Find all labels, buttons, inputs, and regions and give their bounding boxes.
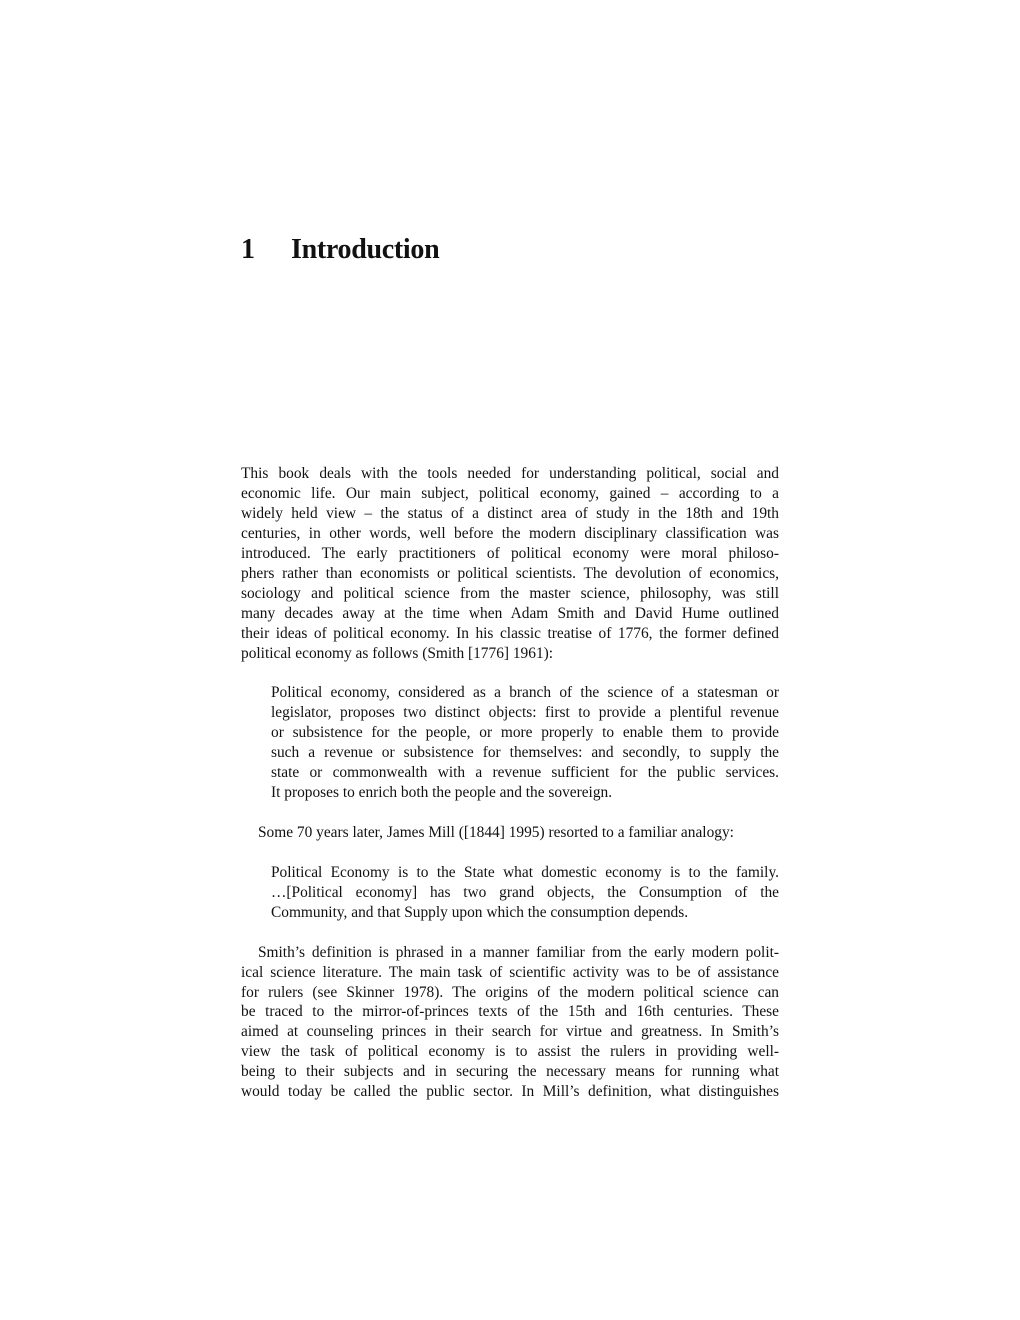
text-line: centuries, in other words, well before the modern disciplinary classification was bbox=[241, 524, 779, 542]
text-line: This book deals with the tools needed for understanding political, social and bbox=[241, 465, 779, 482]
quote-line: or subsistence for the people, or more properly to enable them to provide bbox=[271, 724, 779, 742]
paragraph-mill-intro bbox=[241, 823, 779, 843]
text-line: sociology and political science from the master science, philosophy, was still bbox=[241, 584, 779, 602]
text-line: economic life. Our main subject, political economy, gained – according to a bbox=[241, 484, 779, 502]
text-line: aimed at counseling princes in their search for virtue and greatness. In Smith’s bbox=[241, 1023, 779, 1041]
text-line: Some 70 years later, James Mill ([1844] 1995) resorted to a familiar analogy: bbox=[258, 824, 734, 842]
paragraph-smith-definition bbox=[241, 943, 779, 1103]
body-text bbox=[241, 464, 779, 1102]
text-line: for rulers (see Skinner 1978). The origins of the modern political science can bbox=[241, 983, 779, 1001]
chapter-heading bbox=[241, 232, 439, 268]
text-line: view the task of political economy is to assist the rulers in providing well- bbox=[241, 1043, 779, 1061]
quote-line: such a revenue or subsistence for themselves: and secondly, to supply the bbox=[271, 744, 779, 762]
chapter-title: Introduction bbox=[291, 234, 440, 265]
text-line: political economy as follows (Smith [1776] 1961): bbox=[241, 644, 554, 662]
text-line: would today be called the public sector. In Mill’s definition, what distinguishes bbox=[241, 1083, 779, 1101]
quote-line: Political Economy is to the State what domestic economy is to the family. bbox=[271, 863, 779, 881]
chapter-number: 1 bbox=[241, 234, 255, 265]
quote-line: Political economy, considered as a branch of the science of a statesman or bbox=[271, 684, 779, 702]
text-line: introduced. The early practitioners of political economy were moral philoso- bbox=[241, 544, 779, 562]
quote-line: legislator, proposes two distinct objects: first to provide a plentiful revenue bbox=[271, 704, 779, 722]
text-line: Smith’s definition is phrased in a manner familiar from the early modern polit- bbox=[258, 943, 779, 961]
quote-line: It proposes to enrich both the people and the sovereign. bbox=[271, 784, 613, 802]
text-line: widely held view – the status of a distinct area of study in the 18th and 19th bbox=[241, 504, 779, 522]
text-line: their ideas of political economy. In his classic treatise of 1776, the former defined bbox=[241, 624, 779, 642]
block-quote-mill bbox=[271, 863, 779, 923]
text-line: many decades away at the time when Adam Smith and David Hume outlined bbox=[241, 604, 779, 622]
quote-line: Community, and that Supply upon which the consumption depends. bbox=[271, 903, 689, 921]
quote-line: …[Political economy] has two grand objects, the Consumption of the bbox=[271, 883, 779, 901]
quote-line: state or commonwealth with a revenue sufficient for the public services. bbox=[271, 764, 779, 782]
text-line: be traced to the mirror-of-princes texts of the 15th and 16th centuries. These bbox=[241, 1003, 779, 1021]
text-line: phers rather than economists or political scientists. The devolution of economics, bbox=[241, 564, 779, 582]
paragraph-intro bbox=[241, 464, 779, 664]
block-quote-smith bbox=[271, 683, 779, 803]
text-line: being to their subjects and in securing the necessary means for running what bbox=[241, 1063, 779, 1081]
text-line: ical science literature. The main task of scientific activity was to be of assistance bbox=[241, 963, 779, 981]
